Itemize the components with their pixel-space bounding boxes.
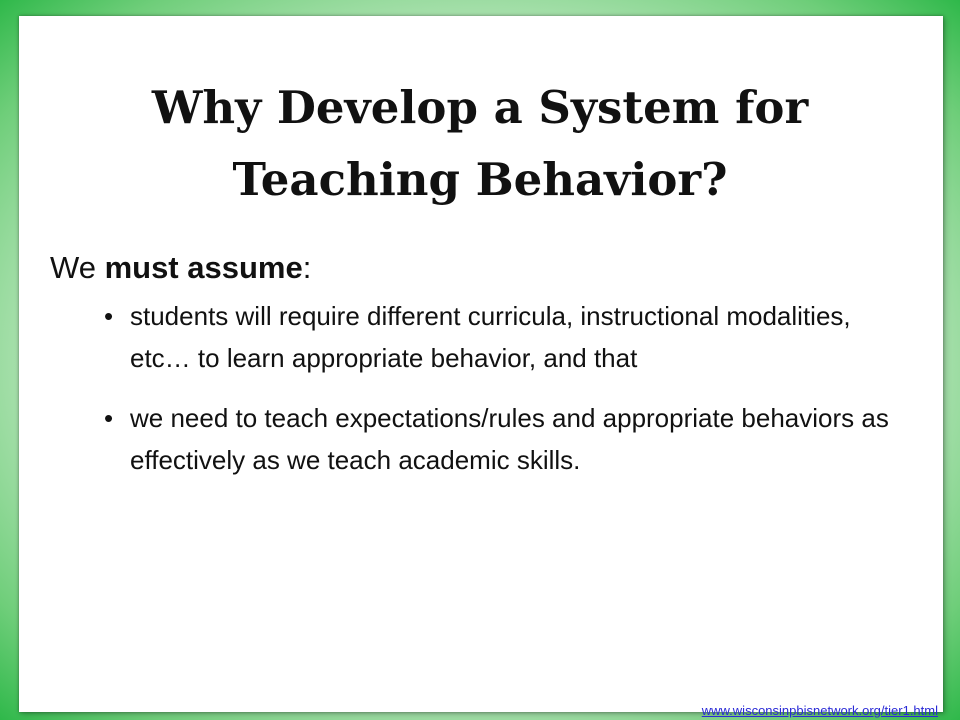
title-line-1: Why Develop a System for <box>151 81 809 134</box>
bullet-dot-icon: • <box>104 301 114 331</box>
bullet-item <box>104 295 894 379</box>
bullet-text: we need to teach expectations/rules and appropriate behaviors as effectively as we teach academic skills. <box>130 403 889 475</box>
bullet-item <box>104 397 894 481</box>
intro-text <box>50 246 311 290</box>
bullet-dot-icon: • <box>104 403 114 433</box>
source-link[interactable]: www.wisconsinpbisnetwork.org/tier1.html <box>701 703 938 718</box>
bullet-list <box>104 295 894 481</box>
slide-title <box>0 72 960 216</box>
intro-emphasis: must assume <box>104 250 303 285</box>
intro-prefix: We <box>50 250 105 285</box>
bullet-text: students will require different curricula, instructional modalities, etc… to learn appropriate behavior, and that <box>130 301 851 373</box>
intro-suffix: : <box>302 250 312 285</box>
title-line-2: Teaching Behavior? <box>232 153 728 206</box>
